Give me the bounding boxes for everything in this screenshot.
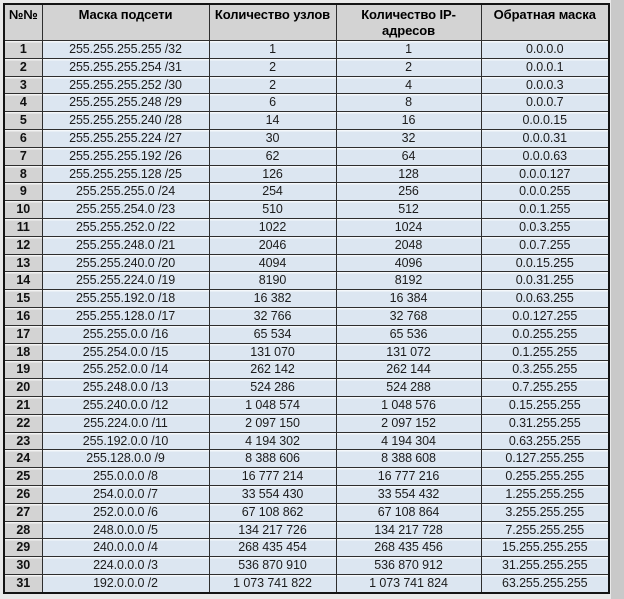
col-header-ip-count: Количество IP-адресов — [336, 4, 481, 41]
wildcard-mask-cell: 63.255.255.255 — [481, 574, 609, 592]
ip-count-cell: 1 048 576 — [336, 396, 481, 414]
ip-count-cell: 1 — [336, 41, 481, 59]
table-row — [4, 574, 609, 592]
col-header-number: №№ — [4, 4, 42, 41]
wildcard-mask-cell: 0.0.63.255 — [481, 290, 609, 308]
row-number-cell: 14 — [4, 272, 42, 290]
hosts-count-cell: 2 — [209, 58, 336, 76]
hosts-count-cell: 67 108 862 — [209, 503, 336, 521]
ip-count-cell: 2 — [336, 58, 481, 76]
wildcard-mask-cell: 0.0.1.255 — [481, 201, 609, 219]
ip-count-cell: 134 217 728 — [336, 521, 481, 539]
row-number-cell: 21 — [4, 396, 42, 414]
subnet-mask-cell: 255.255.255.224 /27 — [42, 129, 209, 147]
hosts-count-cell: 8 388 606 — [209, 450, 336, 468]
ip-count-cell: 1 073 741 824 — [336, 574, 481, 592]
table-row — [4, 76, 609, 94]
ip-count-cell: 262 144 — [336, 361, 481, 379]
table-row — [4, 379, 609, 397]
subnet-mask-cell: 255.255.128.0 /17 — [42, 307, 209, 325]
subnet-mask-cell: 255.0.0.0 /8 — [42, 468, 209, 486]
hosts-count-cell: 8190 — [209, 272, 336, 290]
col-header-subnet-mask: Маска подсети — [42, 4, 209, 41]
subnet-mask-cell: 255.255.255.255 /32 — [42, 41, 209, 59]
ip-count-cell: 67 108 864 — [336, 503, 481, 521]
table-header — [4, 4, 609, 41]
subnet-mask-cell: 255.255.254.0 /23 — [42, 201, 209, 219]
table-row — [4, 307, 609, 325]
row-number-cell: 19 — [4, 361, 42, 379]
subnet-mask-cell: 255.252.0.0 /14 — [42, 361, 209, 379]
subnet-mask-cell: 255.255.0.0 /16 — [42, 325, 209, 343]
subnet-mask-cell: 255.255.255.0 /24 — [42, 183, 209, 201]
ip-count-cell: 32 — [336, 129, 481, 147]
wildcard-mask-cell: 0.0.0.7 — [481, 94, 609, 112]
subnet-mask-cell: 255.240.0.0 /12 — [42, 396, 209, 414]
hosts-count-cell: 65 534 — [209, 325, 336, 343]
subnet-mask-cell: 255.255.248.0 /21 — [42, 236, 209, 254]
hosts-count-cell: 1 — [209, 41, 336, 59]
row-number-cell: 9 — [4, 183, 42, 201]
header-row — [4, 4, 609, 41]
table-row — [4, 290, 609, 308]
hosts-count-cell: 1 048 574 — [209, 396, 336, 414]
subnet-mask-cell: 255.255.252.0 /22 — [42, 218, 209, 236]
row-number-cell: 4 — [4, 94, 42, 112]
hosts-count-cell: 2 — [209, 76, 336, 94]
subnet-mask-cell: 255.255.255.252 /30 — [42, 76, 209, 94]
hosts-count-cell: 131 070 — [209, 343, 336, 361]
table-row — [4, 539, 609, 557]
row-number-cell: 10 — [4, 201, 42, 219]
table-row — [4, 343, 609, 361]
wildcard-mask-cell: 0.0.0.31 — [481, 129, 609, 147]
table-row — [4, 129, 609, 147]
hosts-count-cell: 4 194 302 — [209, 432, 336, 450]
table-row — [4, 201, 609, 219]
wildcard-mask-cell: 0.7.255.255 — [481, 379, 609, 397]
ip-count-cell: 16 384 — [336, 290, 481, 308]
subnet-mask-cell: 224.0.0.0 /3 — [42, 557, 209, 575]
hosts-count-cell: 126 — [209, 165, 336, 183]
row-number-cell: 17 — [4, 325, 42, 343]
hosts-count-cell: 14 — [209, 112, 336, 130]
table-row — [4, 236, 609, 254]
subnet-mask-cell: 248.0.0.0 /5 — [42, 521, 209, 539]
row-number-cell: 20 — [4, 379, 42, 397]
table-row — [4, 485, 609, 503]
wildcard-mask-cell: 0.0.127.255 — [481, 307, 609, 325]
table-row — [4, 165, 609, 183]
ip-count-cell: 128 — [336, 165, 481, 183]
subnet-mask-cell: 255.255.255.192 /26 — [42, 147, 209, 165]
wildcard-mask-cell: 0.0.0.1 — [481, 58, 609, 76]
table-row — [4, 432, 609, 450]
table-row — [4, 183, 609, 201]
row-number-cell: 18 — [4, 343, 42, 361]
hosts-count-cell: 2046 — [209, 236, 336, 254]
wildcard-mask-cell: 31.255.255.255 — [481, 557, 609, 575]
ip-count-cell: 536 870 912 — [336, 557, 481, 575]
row-number-cell: 11 — [4, 218, 42, 236]
hosts-count-cell: 2 097 150 — [209, 414, 336, 432]
subnet-mask-cell: 240.0.0.0 /4 — [42, 539, 209, 557]
hosts-count-cell: 30 — [209, 129, 336, 147]
subnet-mask-table — [3, 3, 610, 594]
subnet-mask-cell: 254.0.0.0 /7 — [42, 485, 209, 503]
row-number-cell: 31 — [4, 574, 42, 592]
row-number-cell: 2 — [4, 58, 42, 76]
table-row — [4, 254, 609, 272]
wildcard-mask-cell: 15.255.255.255 — [481, 539, 609, 557]
table-row — [4, 450, 609, 468]
subnet-mask-cell: 255.255.255.248 /29 — [42, 94, 209, 112]
ip-count-cell: 33 554 432 — [336, 485, 481, 503]
row-number-cell: 24 — [4, 450, 42, 468]
row-number-cell: 28 — [4, 521, 42, 539]
col-header-wildcard-mask: Обратная маска — [481, 4, 609, 41]
subnet-mask-cell: 255.224.0.0 /11 — [42, 414, 209, 432]
table-row — [4, 414, 609, 432]
ip-count-cell: 65 536 — [336, 325, 481, 343]
hosts-count-cell: 262 142 — [209, 361, 336, 379]
wildcard-mask-cell: 0.0.0.0 — [481, 41, 609, 59]
ip-count-cell: 16 — [336, 112, 481, 130]
table-row — [4, 94, 609, 112]
hosts-count-cell: 524 286 — [209, 379, 336, 397]
table-row — [4, 468, 609, 486]
table-row — [4, 272, 609, 290]
subnet-mask-cell: 255.255.255.128 /25 — [42, 165, 209, 183]
row-number-cell: 7 — [4, 147, 42, 165]
ip-count-cell: 8192 — [336, 272, 481, 290]
table-row — [4, 557, 609, 575]
ip-count-cell: 4096 — [336, 254, 481, 272]
row-number-cell: 25 — [4, 468, 42, 486]
subnet-mask-cell: 255.255.255.254 /31 — [42, 58, 209, 76]
subnet-mask-cell: 255.128.0.0 /9 — [42, 450, 209, 468]
wildcard-mask-cell: 1.255.255.255 — [481, 485, 609, 503]
wildcard-mask-cell: 0.0.0.3 — [481, 76, 609, 94]
wildcard-mask-cell: 0.3.255.255 — [481, 361, 609, 379]
hosts-count-cell: 4094 — [209, 254, 336, 272]
ip-count-cell: 2 097 152 — [336, 414, 481, 432]
hosts-count-cell: 510 — [209, 201, 336, 219]
wildcard-mask-cell: 0.63.255.255 — [481, 432, 609, 450]
row-number-cell: 22 — [4, 414, 42, 432]
table-row — [4, 147, 609, 165]
row-number-cell: 8 — [4, 165, 42, 183]
subnet-mask-cell: 192.0.0.0 /2 — [42, 574, 209, 592]
wildcard-mask-cell: 0.0.7.255 — [481, 236, 609, 254]
subnet-mask-cell: 255.255.240.0 /20 — [42, 254, 209, 272]
ip-count-cell: 4 — [336, 76, 481, 94]
wildcard-mask-cell: 0.0.0.15 — [481, 112, 609, 130]
wildcard-mask-cell: 0.0.15.255 — [481, 254, 609, 272]
wildcard-mask-cell: 0.1.255.255 — [481, 343, 609, 361]
wildcard-mask-cell: 0.0.0.63 — [481, 147, 609, 165]
wildcard-mask-cell: 0.0.255.255 — [481, 325, 609, 343]
ip-count-cell: 268 435 456 — [336, 539, 481, 557]
hosts-count-cell: 536 870 910 — [209, 557, 336, 575]
wildcard-mask-cell: 0.0.0.255 — [481, 183, 609, 201]
hosts-count-cell: 254 — [209, 183, 336, 201]
wildcard-mask-cell: 0.127.255.255 — [481, 450, 609, 468]
table-row — [4, 503, 609, 521]
row-number-cell: 6 — [4, 129, 42, 147]
ip-count-cell: 131 072 — [336, 343, 481, 361]
ip-count-cell: 2048 — [336, 236, 481, 254]
wildcard-mask-cell: 0.0.0.127 — [481, 165, 609, 183]
wildcard-mask-cell: 0.0.3.255 — [481, 218, 609, 236]
table-row — [4, 41, 609, 59]
wildcard-mask-cell: 0.15.255.255 — [481, 396, 609, 414]
ip-count-cell: 512 — [336, 201, 481, 219]
hosts-count-cell: 1022 — [209, 218, 336, 236]
row-number-cell: 15 — [4, 290, 42, 308]
wildcard-mask-cell: 0.0.31.255 — [481, 272, 609, 290]
ip-count-cell: 16 777 216 — [336, 468, 481, 486]
table-row — [4, 396, 609, 414]
wildcard-mask-cell: 0.31.255.255 — [481, 414, 609, 432]
hosts-count-cell: 16 382 — [209, 290, 336, 308]
table-row — [4, 112, 609, 130]
subnet-mask-cell: 255.192.0.0 /10 — [42, 432, 209, 450]
row-number-cell: 12 — [4, 236, 42, 254]
ip-count-cell: 256 — [336, 183, 481, 201]
subnet-mask-cell: 255.248.0.0 /13 — [42, 379, 209, 397]
ip-count-cell: 8 — [336, 94, 481, 112]
ip-count-cell: 524 288 — [336, 379, 481, 397]
hosts-count-cell: 33 554 430 — [209, 485, 336, 503]
row-number-cell: 13 — [4, 254, 42, 272]
table-row — [4, 218, 609, 236]
row-number-cell: 29 — [4, 539, 42, 557]
page-right-margin — [611, 0, 624, 599]
wildcard-mask-cell: 3.255.255.255 — [481, 503, 609, 521]
hosts-count-cell: 62 — [209, 147, 336, 165]
subnet-mask-cell: 252.0.0.0 /6 — [42, 503, 209, 521]
table-row — [4, 361, 609, 379]
row-number-cell: 27 — [4, 503, 42, 521]
hosts-count-cell: 32 766 — [209, 307, 336, 325]
subnet-mask-cell: 255.255.255.240 /28 — [42, 112, 209, 130]
subnet-mask-cell: 255.254.0.0 /15 — [42, 343, 209, 361]
row-number-cell: 3 — [4, 76, 42, 94]
row-number-cell: 16 — [4, 307, 42, 325]
hosts-count-cell: 134 217 726 — [209, 521, 336, 539]
table-row — [4, 325, 609, 343]
ip-count-cell: 8 388 608 — [336, 450, 481, 468]
wildcard-mask-cell: 7.255.255.255 — [481, 521, 609, 539]
wildcard-mask-cell: 0.255.255.255 — [481, 468, 609, 486]
hosts-count-cell: 1 073 741 822 — [209, 574, 336, 592]
hosts-count-cell: 6 — [209, 94, 336, 112]
row-number-cell: 30 — [4, 557, 42, 575]
table-body — [4, 41, 609, 593]
ip-count-cell: 64 — [336, 147, 481, 165]
table-row — [4, 521, 609, 539]
ip-count-cell: 32 768 — [336, 307, 481, 325]
table-row — [4, 58, 609, 76]
subnet-mask-cell: 255.255.224.0 /19 — [42, 272, 209, 290]
row-number-cell: 23 — [4, 432, 42, 450]
row-number-cell: 5 — [4, 112, 42, 130]
ip-count-cell: 4 194 304 — [336, 432, 481, 450]
hosts-count-cell: 268 435 454 — [209, 539, 336, 557]
ip-count-cell: 1024 — [336, 218, 481, 236]
col-header-host-count: Количество узлов — [209, 4, 336, 41]
hosts-count-cell: 16 777 214 — [209, 468, 336, 486]
row-number-cell: 1 — [4, 41, 42, 59]
row-number-cell: 26 — [4, 485, 42, 503]
subnet-mask-cell: 255.255.192.0 /18 — [42, 290, 209, 308]
